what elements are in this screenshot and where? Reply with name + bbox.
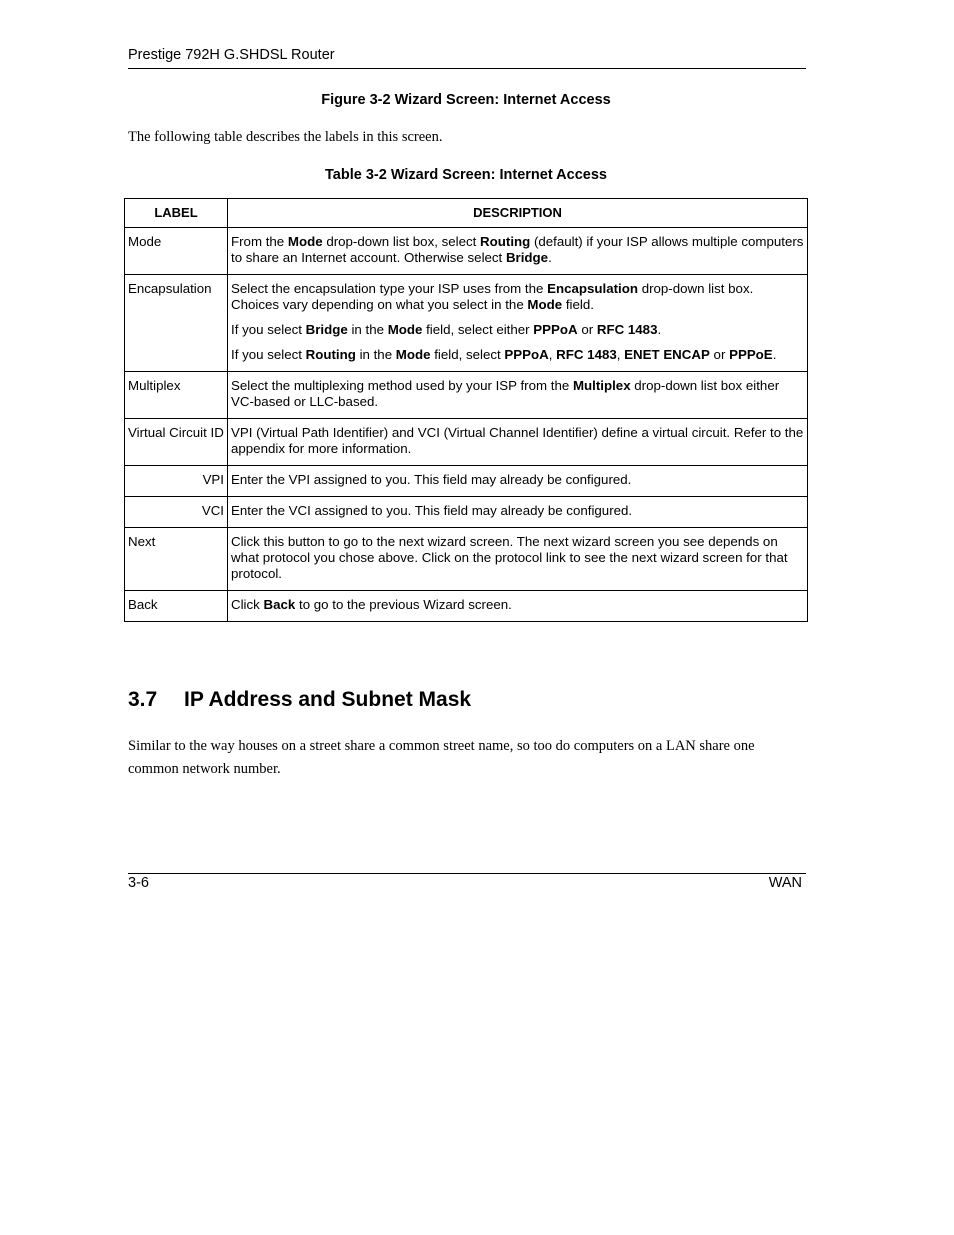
description-text: field, select either: [422, 322, 534, 337]
section-number: 3.7: [128, 688, 158, 711]
description-paragraph: [231, 234, 804, 266]
row-label: VPI: [125, 466, 228, 497]
label-column-header: LABEL: [125, 199, 228, 228]
table-header-row: [125, 199, 808, 228]
section-body: Similar to the way houses on a street share a common street name, so too do computers on a LAN share one common network number.: [128, 738, 755, 777]
description-text: VPI (Virtual Path Identifier) and VCI (Virtual Channel Identifier) define a virtual circuit. Refer to the appendix for more information.: [231, 425, 804, 456]
row-description: [228, 466, 808, 497]
emphasized-term: Routing: [305, 347, 356, 362]
description-paragraph: [231, 425, 804, 457]
description-paragraph: [231, 472, 804, 488]
page-header: Prestige 792H G.SHDSL Router: [128, 47, 335, 63]
row-description: [228, 591, 808, 622]
emphasized-term: Mode: [395, 347, 431, 362]
description-text: in the: [347, 322, 388, 337]
label-description-table: [124, 198, 808, 622]
emphasized-term: Bridge: [505, 250, 549, 265]
header-rule: [128, 68, 806, 69]
description-text: If you select: [231, 347, 306, 362]
emphasized-term: Encapsulation: [547, 281, 638, 296]
emphasized-term: Multiplex: [572, 378, 631, 393]
emphasized-term: Routing: [480, 234, 531, 249]
description-text: Click: [231, 597, 264, 612]
row-label: Multiplex: [125, 372, 228, 419]
description-text: Select the encapsulation type your ISP uses from the: [231, 281, 548, 296]
description-text: Enter the VPI assigned to you. This field may already be configured.: [231, 472, 632, 487]
table-row: [125, 372, 808, 419]
section-title: IP Address and Subnet Mask: [184, 688, 472, 711]
description-text: or: [577, 322, 597, 337]
table-row: [125, 419, 808, 466]
row-label: Encapsulation: [125, 275, 228, 372]
description-paragraph: [231, 503, 804, 519]
description-text: or: [709, 347, 730, 362]
description-text: Enter the VCI assigned to you. This field may already be configured.: [231, 503, 633, 518]
description-text: drop-down list box either VC-based or LLC-based.: [231, 378, 780, 409]
table-row: [125, 591, 808, 622]
description-column-header: DESCRIPTION: [228, 199, 808, 228]
row-label: Virtual Circuit ID: [125, 419, 228, 466]
description-text: to go to the previous Wizard screen.: [295, 597, 512, 612]
table-row: [125, 497, 808, 528]
description-text: field.: [562, 297, 594, 312]
row-description: [228, 497, 808, 528]
description-text: From the: [231, 234, 288, 249]
table-row: [125, 466, 808, 497]
description-text: ,: [548, 347, 557, 362]
row-label: VCI: [125, 497, 228, 528]
emphasized-term: PPPoA: [504, 347, 549, 362]
emphasized-term: Mode: [287, 234, 323, 249]
description-text: field, select: [430, 347, 505, 362]
description-paragraph: [231, 281, 804, 313]
row-description: [228, 372, 808, 419]
table-row: [125, 275, 808, 372]
emphasized-term: Back: [263, 597, 296, 612]
emphasized-term: Mode: [527, 297, 563, 312]
emphasized-term: Mode: [387, 322, 423, 337]
description-paragraph: [231, 347, 804, 363]
row-description: [228, 275, 808, 372]
emphasized-term: PPPoE: [729, 347, 773, 362]
row-description: [228, 419, 808, 466]
emphasized-term: PPPoA: [533, 322, 578, 337]
table-row: [125, 528, 808, 591]
description-text: .: [772, 347, 777, 362]
description-paragraph: [231, 597, 804, 613]
description-text: drop-down list box. Choices vary depending on what you select in the: [231, 281, 754, 312]
chapter-name: WAN: [768, 875, 802, 891]
description-text: (default) if your ISP allows multiple computers to share an Internet account. Otherwise select: [231, 234, 804, 265]
description-text: ,: [616, 347, 625, 362]
description-text: in the: [355, 347, 396, 362]
description-paragraph: [231, 322, 804, 338]
emphasized-term: RFC 1483: [596, 322, 658, 337]
figure-caption: Figure 3-2 Wizard Screen: Internet Access: [321, 92, 611, 108]
table-body: [125, 228, 808, 622]
table-caption: Table 3-2 Wizard Screen: Internet Access: [325, 167, 607, 183]
description-text: Click this button to go to the next wizard screen. The next wizard screen you see depends on what protocol you chose above. Click on the protocol link to see the next wizard screen for that protocol.: [231, 534, 788, 581]
description-text: Select the multiplexing method used by your ISP from the: [231, 378, 573, 393]
intro-paragraph: The following table describes the labels in this screen.: [128, 129, 443, 145]
emphasized-term: Bridge: [305, 322, 348, 337]
table-row: [125, 228, 808, 275]
description-text: If you select: [231, 322, 306, 337]
page-number: 3-6: [128, 875, 149, 891]
emphasized-term: RFC 1483: [556, 347, 617, 362]
description-paragraph: [231, 378, 804, 410]
emphasized-term: ENET ENCAP: [624, 347, 710, 362]
description-paragraph: [231, 534, 804, 582]
description-text: drop-down list box, select: [322, 234, 481, 249]
description-text: .: [657, 322, 662, 337]
description-text: .: [548, 250, 552, 265]
row-label: Back: [125, 591, 228, 622]
row-label: Next: [125, 528, 228, 591]
footer-rule: [128, 873, 806, 874]
row-description: [228, 528, 808, 591]
row-label: Mode: [125, 228, 228, 275]
row-description: [228, 228, 808, 275]
section-heading: [128, 688, 471, 712]
